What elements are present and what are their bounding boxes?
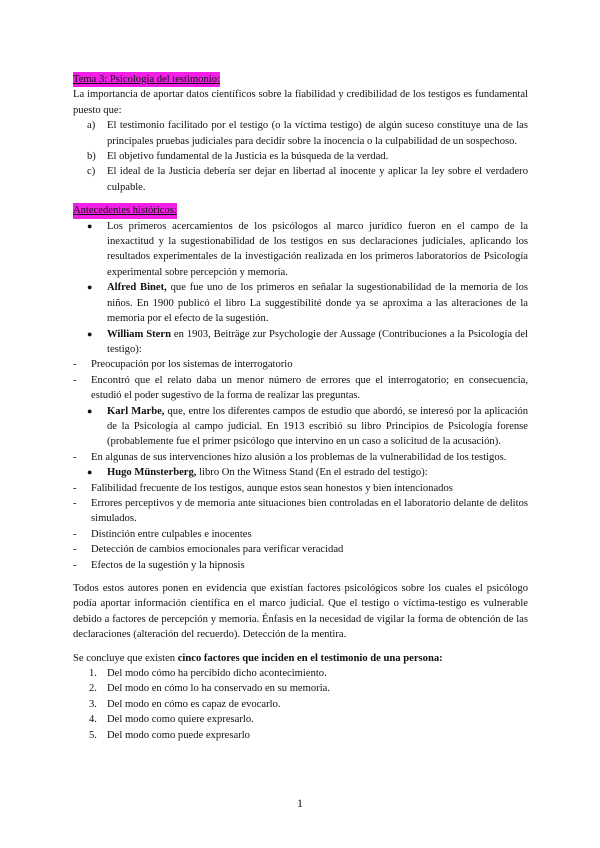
list-item: - Distinción entre culpables e inocentes (73, 527, 528, 542)
author-name: Alfred Binet, (107, 282, 167, 294)
list-item: - En algunas de sus intervenciones hizo alusión a los problemas de la vulnerabilidad de los testigos. (73, 450, 528, 465)
dash-marker: - (73, 559, 77, 571)
author-name: Hugo Münsterberg, (107, 467, 197, 479)
list-item: c) El ideal de la Justicia debería ser dejar en libertad al inocente y aplicar la ley sobre el verdadero culpable. (87, 166, 528, 193)
dash-marker: - (73, 544, 77, 556)
factors-list (73, 666, 528, 743)
bullet-icon: ● (87, 282, 93, 293)
history-list (73, 219, 528, 573)
bullet-icon: ● (87, 220, 93, 231)
list-item: 4. Del modo como quiere expresarlo. (89, 714, 254, 726)
list-item: - Preocupación por los sistemas de interrogatorio (73, 357, 528, 372)
list-item: ● Los primeros acercamientos de los psicólogos al marco jurídico fueron en el campo de la inexactitud y la sugestionabilidad de los testigos en sus declaraciones judiciales, aplicando los resultados experimentales de la investigación realizada en los primeros laboratorios de Psicología experimental sobre percepción y memoria. (87, 220, 528, 278)
document-body (73, 72, 528, 743)
list-item: 5. Del modo como puede expresarlo (89, 729, 250, 741)
bullet-icon: ● (87, 328, 93, 339)
dash-marker: - (73, 374, 77, 386)
list-item: 2. Del modo en cómo lo ha conservado en su memoria. (89, 683, 330, 695)
section-title: Tema 3: Psicología del testimonio: (73, 72, 220, 87)
conclusion-emphasis: cinco factores que inciden en el testimonio de una persona: (177, 652, 443, 664)
list-item: 1. Del modo cómo ha percibido dicho acontecimiento. (89, 668, 327, 680)
history-heading: Antecedentes históricos: (73, 203, 177, 218)
list-item: - Efectos de la sugestión y la hipnosis (73, 558, 528, 573)
bullet-icon: ● (87, 467, 93, 478)
author-name: William Stern (107, 328, 171, 340)
conclusion-paragraph: Se concluye que existen cinco factores que inciden en el testimonio de una persona: (73, 652, 443, 664)
list-item: 3. Del modo en cómo es capaz de evocarlo. (89, 698, 281, 710)
bullet-icon: ● (87, 405, 93, 416)
list-item: b) El objetivo fundamental de la Justicia es la búsqueda de la verdad. (87, 151, 389, 163)
page-number: 1 (297, 796, 303, 810)
dash-marker: - (73, 482, 77, 494)
reasons-list (73, 118, 528, 195)
list-item: - Falibilidad frecuente de los testigos, aunque estos sean honestos y bien intencionados (73, 481, 528, 496)
list-item: - Detección de cambios emocionales para verificar veracidad (73, 542, 528, 557)
list-item: ● Karl Marbe, que, entre los diferentes campos de estudio que abordó, se interesó por la aplicación de la Psicología al campo judicial. En 1913 escribió su libro Principios de Psicología forense (probablemente fue el primer psicólogo que intervino en un caso a solicitud de la acusación). (87, 405, 528, 448)
dash-marker: - (73, 528, 77, 540)
list-item: - Encontró que el relato daba un menor número de errores que el interrogatorio; en consecuencia, estudió el poder sugestivo de la forma de realizar las preguntas. (73, 374, 528, 402)
list-item: ● Hugo Münsterberg, libro On the Witness Stand (En el estrado del testigo): (73, 465, 528, 480)
dash-marker: - (73, 359, 77, 371)
list-item: - Errores perceptivos y de memoria ante situaciones bien controladas en el laboratorio delante de delitos simulados. (73, 497, 528, 525)
list-item: ● Alfred Binet, que fue uno de los primeros en señalar la sugestionabilidad de la memoria de los niños. En 1900 publicó el libro La suggestibilité donde ya se aproxima a las alteraciones de la memoria por el efecto de la sugestión. (87, 282, 529, 325)
dash-marker: - (73, 497, 77, 509)
dash-marker: - (73, 451, 77, 463)
intro-paragraph: La importancia de aportar datos científicos sobre la fiabilidad y credibilidad de los testigos es fundamental puesto que: (73, 89, 528, 116)
author-name: Karl Marbe, (107, 405, 165, 417)
list-item: a) El testimonio facilitado por el testigo (o la víctima testigo) de algún suceso constituye una de las principales pruebas judiciales para decidir sobre la inocencia o la culpabilidad de un sospechoso. (87, 120, 528, 147)
summary-paragraph: Todos estos autores ponen en evidencia que existían factores psicológicos sobre los cuales el psicólogo podía aportar información científica en el marco judicial. Que el testigo o víctima-testigo es vulnerable debido a factores de percepción y memoria. Énfasis en la necesidad de vigilar la forma de obtención de las declaraciones (alteración del recuerdo). Detección de la mentira. (73, 583, 528, 641)
list-item: ● William Stern en 1903, Beiträge zur Psychologie der Aussage (Contribuciones a la Psicología del testigo): (87, 328, 528, 355)
